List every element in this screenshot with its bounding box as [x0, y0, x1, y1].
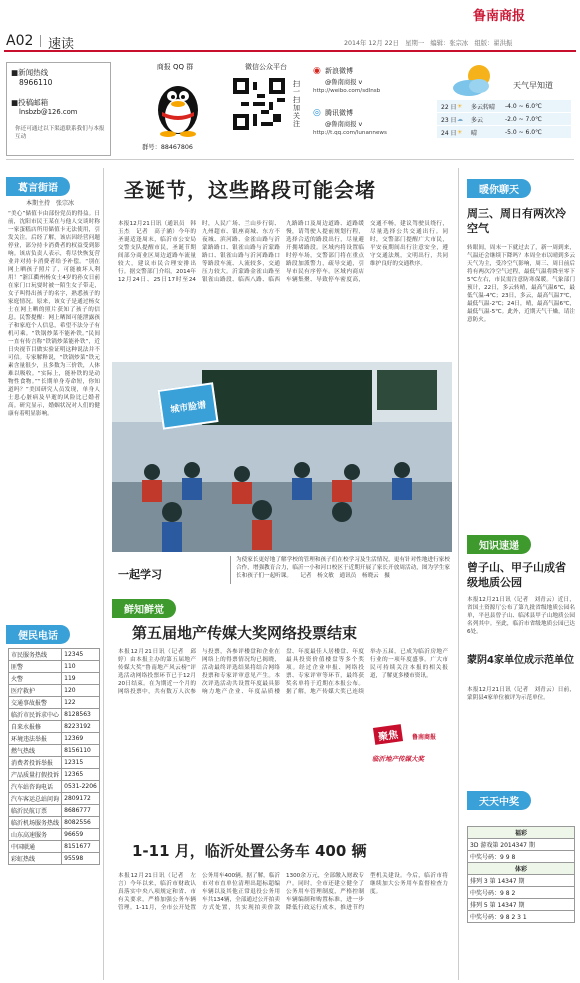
penguin-icon [154, 76, 202, 138]
phone-service-name: 自来水报修 [9, 721, 62, 733]
phone-row [9, 661, 100, 673]
lottery-entry: 排列 3 第 14347 期 [468, 875, 575, 887]
phone-number: 8686777 [62, 805, 100, 817]
lottery-row [468, 851, 575, 863]
article-official-cars [112, 840, 452, 980]
phone-number: 8082556 [62, 817, 100, 829]
article3-body: 本报12月21日讯（记者 左言）今年以来，临沂市财政认真落实中央八项规定和省、市有关要求，严格加强公务车辆管理。1-11月，全市公开处置公务用车400辆。据了解，临沂市对市直单位清理出超标超编车辆以及其他正常退役公务用车共134辆，全部通过公开拍卖方式处置，共实现拍卖价款1300余万元，全部缴入财政专户。同时，全市还建立健全了公务用车管理制度，严格控制车辆编制和购置标准，进一步降低行政运行成本，推进节约型机关建设。今后，临沂市将继续加大公务用车监督检查力度。 [118, 873, 448, 911]
divider [230, 556, 231, 584]
tencent-weibo-url[interactable]: http://t.qq.com/lunannews [313, 130, 387, 136]
photo-caption: 为使家长更好地了解学校的管理和孩子们在校学习及生活情况，更有针对性地进行家校合作，增强教育合力，临沂一小和河口校区于近期开展了家长开放周活动，图为学生家长和孩子们一起听课。 记者 杨文敏 通讯员 杨晓云 摄 [236, 557, 450, 579]
phone-row [9, 721, 100, 733]
awards-badge [370, 724, 450, 776]
photo-feature [112, 362, 452, 590]
phone-number: 8128563 [62, 709, 100, 721]
article2-title: 第五届地产传媒大奖网络投票结束 [132, 624, 358, 642]
phone-row [9, 769, 100, 781]
lottery-entry: 中奖号码：9 9 8 [468, 851, 575, 863]
phone-number: 8223192 [62, 721, 100, 733]
email-address: lnsbzb@126.com [19, 108, 78, 116]
mengyin-body: 本报12月21日讯（记者 刘青云）日前，蒙阴县4家单位被评为示范单位。 [467, 687, 575, 701]
lottery-entry: 排列 5 第 14347 期 [468, 899, 575, 911]
knowledge-tab: 知识速递 [467, 534, 531, 554]
phone-service-name: 中国联通 [9, 841, 62, 853]
gossip-byline: 本期主持 张宗冰 [26, 200, 75, 207]
phone-service-name: 交通事故报警 [9, 697, 62, 709]
phone-row [9, 649, 100, 661]
phone-service-name: 医疗救护 [9, 685, 62, 697]
article-christmas-traffic [112, 170, 452, 360]
phone-number: 2809172 [62, 793, 100, 805]
service-phone-tab: 便民电话 [6, 624, 70, 644]
sina-weibo-handle: @鲁南商报 v [325, 79, 363, 86]
phone-row [9, 781, 100, 793]
lottery-row [468, 899, 575, 911]
phone-row [9, 853, 100, 865]
tencent-weibo-icon: ◎ [313, 108, 321, 118]
wechat-label: 微信公众平台 [245, 63, 287, 71]
wechat-block [221, 62, 311, 156]
sina-weibo-label: 新浪微博 [325, 67, 353, 75]
weather-row: 24 日 ☀ 晴 -5.0 ~ 6.0℃ [437, 126, 571, 138]
phone-row [9, 733, 100, 745]
weibo-block [311, 62, 419, 156]
phone-service-name: 临沂市民诉求中心 [9, 709, 62, 721]
geopark-title: 曾子山、甲子山成省级地质公园 [467, 561, 566, 589]
article1-body: 本报12月21日讯（通讯员 韩玉杰 记者 高子涵）今年的圣诞适逢周末，临沂市公安局交警支队提醒市民，圣诞节期间部分商业区周边道路车流量较大，建议市民合理安排出行。据交警部门介绍，2014年12月24日、25日17时至24时，人民广场、兰山步行街、九州超市、银座商城、东方不夜城、滨河路、金雀山路与沂蒙路路口、银雀山路与沂蒙路路口、银雀山路与沂河路路口等路段车流、人流较多，交通压力较大。沂蒙路金雀山路至银雀山路段、临西八路、临西九路路口及周边道路、道路缓慢，请驾驶人提前规划行程，选择合适的路段出行，尽量避开拥堵路段。区域内将设置临时停车场，交警部门将在重点路段加派警力，疏导交通，引导市民有序停车。区域内商店车辆集聚、导致停车密度高，交通不畅，建议驾驶员绕行，尽量选择公共交通出行。同时，交警部门提醒广大市民，平安夜期间出行注意安全，遵守交通法规，文明出行，共同维护良好的交通秩序。 [118, 221, 448, 283]
news-hotline-number: 8966110 [19, 78, 53, 87]
phone-number: 110 [62, 661, 100, 673]
awards-badge-caption: 临沂地产传媒大奖 [372, 755, 424, 763]
gossip-tab: 葛言街语 [6, 176, 70, 196]
phone-service-name: 临沂民航订票 [9, 805, 62, 817]
qq-number: 群号：88467806 [142, 144, 193, 151]
article-real-estate-awards [112, 594, 452, 784]
mengyin-title: 蒙阴4家单位成示范单位 [467, 655, 574, 666]
phone-number: 120 [62, 685, 100, 697]
phone-number: 12369 [62, 733, 100, 745]
phone-service-name: 环境违法举报 [9, 733, 62, 745]
lottery-tab: 天天中奖 [467, 790, 531, 810]
section-bar [4, 30, 576, 52]
phone-service-name: 汽车客运总站问询 [9, 793, 62, 805]
phone-row [9, 817, 100, 829]
phone-service-name: 燃气热线 [9, 745, 62, 757]
phone-number: 119 [62, 673, 100, 685]
phone-row [9, 745, 100, 757]
phone-service-name: 产品质量打假投诉 [9, 769, 62, 781]
cold-air-body: 转眼间，周末一下就过去了，新一周到来，气温还会继续下降吗？本周全市以晴到多云天气为主，受冷空气影响，周三、周日前后将有两次冷空气过程，最低气温将降至零下5℃左右，市民需注意防寒保暖。气象部门预计，22日，多云转晴，最高气温6℃，最低气温-4℃；23日，多云，最高气温7℃，最低气温-2℃；24日，晴，最高气温6℃，最低气温-5℃。此外，近期天气干燥，请注意防火。 [467, 245, 575, 323]
news-hotline: ■新闻热线 [11, 68, 49, 77]
phone-row [9, 697, 100, 709]
lottery-row [468, 863, 575, 875]
warm-chat-tab: 暖你聊天 [467, 178, 531, 198]
phone-service-name: 火警 [9, 673, 62, 685]
article1-title: 圣诞节，这些路段可能会堵 [124, 178, 376, 202]
lottery-row [468, 887, 575, 899]
lottery-head: 福彩 [468, 827, 575, 839]
phone-number: 8156110 [62, 745, 100, 757]
awards-badge-title: 聚焦 [373, 724, 403, 745]
phone-service-name: 汽车站咨询电话 [9, 781, 62, 793]
city-faces-badge: 城市脸谱 [157, 382, 218, 429]
phone-row [9, 709, 100, 721]
lottery-row [468, 839, 575, 851]
phone-row [9, 841, 100, 853]
page-number: A02 [6, 33, 34, 49]
awards-badge-sub: 鲁南商报 [412, 734, 437, 741]
fresh-news-tab: 鲜知鲜觉 [112, 598, 176, 618]
lottery-table [467, 826, 575, 923]
sina-weibo-url[interactable]: http://weibo.com/sdlnsb [313, 88, 381, 94]
newspaper-logo: 鲁南商报 [473, 9, 526, 24]
weather-title: 天气早知道 [513, 81, 553, 90]
cold-air-title: 周三、周日有两次冷空气 [467, 207, 566, 235]
weather-box [431, 62, 574, 156]
phone-row [9, 757, 100, 769]
scan-hint: 扫一扫 加关注 [293, 80, 300, 128]
tencent-weibo-label: 腾讯微博 [325, 109, 353, 117]
contact-note: 你还可通过以下渠道联系我们与本报互动 [15, 126, 105, 140]
qq-group [126, 62, 216, 156]
section-name: 速读 [48, 37, 75, 52]
weather-row: 22 日 ☀ 多云转晴 -4.0 ~ 6.0℃ [437, 100, 571, 112]
qq-label: 商报 QQ 群 [156, 63, 194, 71]
phone-service-name: 消费者投诉举报 [9, 757, 62, 769]
lottery-entry: 3D 游戏第 2014347 期 [468, 839, 575, 851]
phone-service-name: 临沂机场服务热线 [9, 817, 62, 829]
phone-service-name: 市民服务热线 [9, 649, 62, 661]
qr-code-icon [233, 78, 285, 130]
phone-row [9, 673, 100, 685]
cloud-sun-icon: ☀ [457, 102, 463, 110]
lottery-entry: 中奖号码：9 8 2 [468, 887, 575, 899]
phone-number: 95598 [62, 853, 100, 865]
phone-number: 96659 [62, 829, 100, 841]
cloud-icon: ☁ [457, 115, 463, 123]
lottery-head: 体彩 [468, 863, 575, 875]
photo-headline: 一起学习 [118, 568, 162, 581]
article3-title: 1-11 月，临沂处置公务车 400 辆 [132, 842, 367, 860]
lottery-row [468, 911, 575, 923]
phone-row [9, 793, 100, 805]
phone-number: 8151677 [62, 841, 100, 853]
weather-table [437, 100, 571, 138]
right-column [458, 168, 576, 980]
phone-number: 12365 [62, 769, 100, 781]
page-header [0, 0, 580, 30]
phone-number: 12345 [62, 649, 100, 661]
phone-number: 122 [62, 697, 100, 709]
article2-body: 本报12月21日讯（记者 邱婷）由本报主办的第五届地产传媒大奖“鲁南地产风云榜”评选活动网络投票环节已于12月20日结束。在为期近一个月的网络投票中，共有数万人次参与投票，各参评楼盘和企业在网络上的得票情况均已揭晓，活动最终评选结果将结合网络投票和专家评审意见产生。本次评选活动共设置年度最具影响力地产企业、年度品质楼盘、年度最佳人居楼盘、年度最具投资价值楼盘等多个奖项。经过企业申报、网络投票、专家评审等环节，最终获奖名单将于近期在本报公布。据了解，地产传媒大奖已连续举办五届，已成为临沂房地产行业的一项年度盛事。广大市民可持续关注本报的相关报道，了解更多楼市资讯。 [118, 649, 448, 695]
sina-weibo-icon: ◉ [313, 66, 321, 76]
sun-icon: ☀ [457, 128, 463, 136]
divider [40, 35, 41, 47]
phone-service-name: 彩虹热线 [9, 853, 62, 865]
gossip-body: “美心”储值卡由部份党员的得益。日前，沈阳市民王某在与他人交谈时称一家蛋糕店所用储值卡无法使用，引发关注。后经了解，该店因经营问题停业，部分持卡消费者的权益受到影响。该店负责人表示，将尽快恢复营业并对持卡消费者给予补偿。“别在网上晒孩子照片了，可能被坏人利用！”浙江衢州杨女士4岁的孙女日前在家门口玩耍时被一陌生女子带走，女子叫得出孩子的名字，熟悉孩子的家庭情况。原来，该女子是通过杨女士在网上晒的照片获知了孩子的信息。民警提醒：网上晒图可能泄露孩子和家庭个人信息，希望不法分子有机可乘。“铁锅炒菜不能补铁。”民间一直有传言称“铁锅炒菜能补铁”，近日央视节目做实验证明这种说法并不可信。专家解释说，“铁锅炒菜”铁元素含量很少，且多数为三价铁，人体难以吸收。“实际上，能补铁的是动物性食物。”“长期单身寿命短，你知道吗？”美国研究人员发现，单身人士患心脏病及早逝的风险比已婚者高。研究显示，婚姻状况对人们的健康有着明显影响。 [8, 211, 100, 417]
geopark-body: 本报12月21日讯（记者 刘青云）近日，省国土资源厅公布了第九批省级地质公园名单，平邑县曾子山、临沭县甲子山地质公园名列其中。至此，临沂市省级地质公园已达6处。 [467, 597, 575, 635]
contact-strip [6, 60, 574, 160]
contact-box [6, 62, 111, 156]
lottery-entry: 中奖号码：9 8 2 3 1 [468, 911, 575, 923]
phone-row [9, 805, 100, 817]
phone-service-name: 山东高速服务 [9, 829, 62, 841]
phone-number: 0531-2206 [62, 781, 100, 793]
lottery-row [468, 827, 575, 839]
phone-row [9, 685, 100, 697]
lottery-row [468, 875, 575, 887]
service-phone-table [8, 648, 100, 865]
phone-service-name: 匪警 [9, 661, 62, 673]
left-column [6, 168, 104, 980]
sun-cloud-icon [449, 62, 501, 98]
phone-number: 12315 [62, 757, 100, 769]
weather-row: 23 日 ☁ 多云 -2.0 ~ 7.0℃ [437, 113, 571, 125]
issue-meta: 2014年 12月 22日 星期一 编辑：张宗冰 组版：翟洪振 [344, 40, 513, 47]
phone-row [9, 829, 100, 841]
tencent-weibo-handle: @鲁南商报 v [325, 121, 363, 128]
email-label: ■投稿邮箱 [11, 98, 49, 107]
